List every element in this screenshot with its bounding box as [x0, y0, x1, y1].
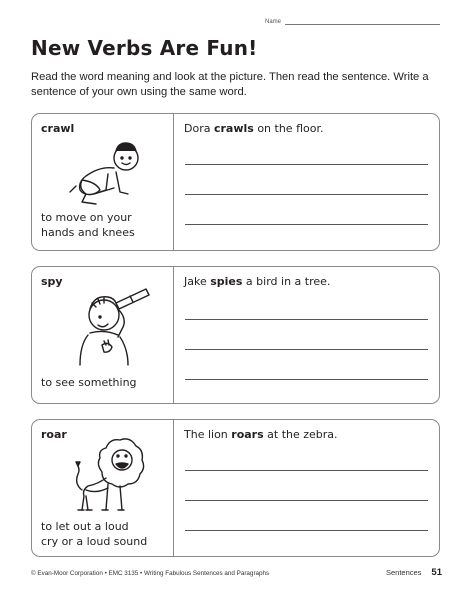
meaning-line: to move on your [41, 211, 132, 224]
writing-line[interactable] [185, 319, 428, 320]
writing-line[interactable] [185, 164, 428, 165]
meaning-line: to let out a loud [41, 520, 129, 533]
word-panel [32, 267, 174, 403]
word-meaning [41, 375, 137, 390]
meaning-line: to see something [41, 376, 137, 389]
roaring-lion-icon [72, 434, 156, 514]
copyright-credit: © Evan-Moor Corporation • EMC 3135 • Writing Fabulous Sentences and Paragraphs [31, 570, 270, 577]
page-footer [31, 567, 442, 578]
example-sentence: Dora crawls on the floor. [184, 122, 324, 135]
boy-with-spyglass-icon [68, 279, 154, 367]
name-label: Name [264, 19, 281, 25]
crawling-baby-icon [66, 138, 148, 208]
writing-line[interactable] [185, 530, 428, 531]
writing-line[interactable] [185, 500, 428, 501]
writing-line[interactable] [185, 470, 428, 471]
verb-card-spy [31, 266, 440, 404]
sentence-verb: roars [231, 428, 264, 441]
section-name: Sentences [385, 568, 422, 577]
verb-card-roar [31, 419, 440, 557]
page-number: 51 [431, 567, 442, 578]
writing-line[interactable] [185, 224, 428, 225]
instructions: Read the word meaning and look at the picture. Then read the sentence. Write a sentence of your own using the same word. [31, 71, 429, 98]
meaning-line: hands and knees [41, 226, 135, 239]
writing-line[interactable] [185, 194, 428, 195]
sentence-verb: crawls [213, 122, 254, 135]
sentence-panel [174, 267, 439, 403]
footer-right [386, 567, 442, 578]
example-sentence: The lion roars at the zebra. [184, 428, 338, 441]
meaning-line: cry or a loud sound [41, 535, 148, 548]
sentence-panel [174, 114, 439, 250]
vocab-word: roar [41, 428, 67, 441]
vocab-word: spy [41, 275, 63, 288]
sentence-verb: spies [210, 275, 243, 288]
writing-line[interactable] [185, 349, 428, 350]
name-field [265, 18, 440, 25]
name-line[interactable] [285, 18, 440, 25]
writing-line[interactable] [185, 379, 428, 380]
vocab-word: crawl [41, 122, 75, 135]
sentence-panel [174, 420, 439, 556]
word-panel [32, 114, 174, 250]
page-title: New Verbs Are Fun! [31, 36, 258, 60]
verb-card-crawl [31, 113, 440, 251]
word-meaning [41, 519, 147, 549]
example-sentence: Jake spies a bird in a tree. [184, 275, 331, 288]
word-meaning [41, 210, 135, 240]
word-panel [32, 420, 174, 556]
